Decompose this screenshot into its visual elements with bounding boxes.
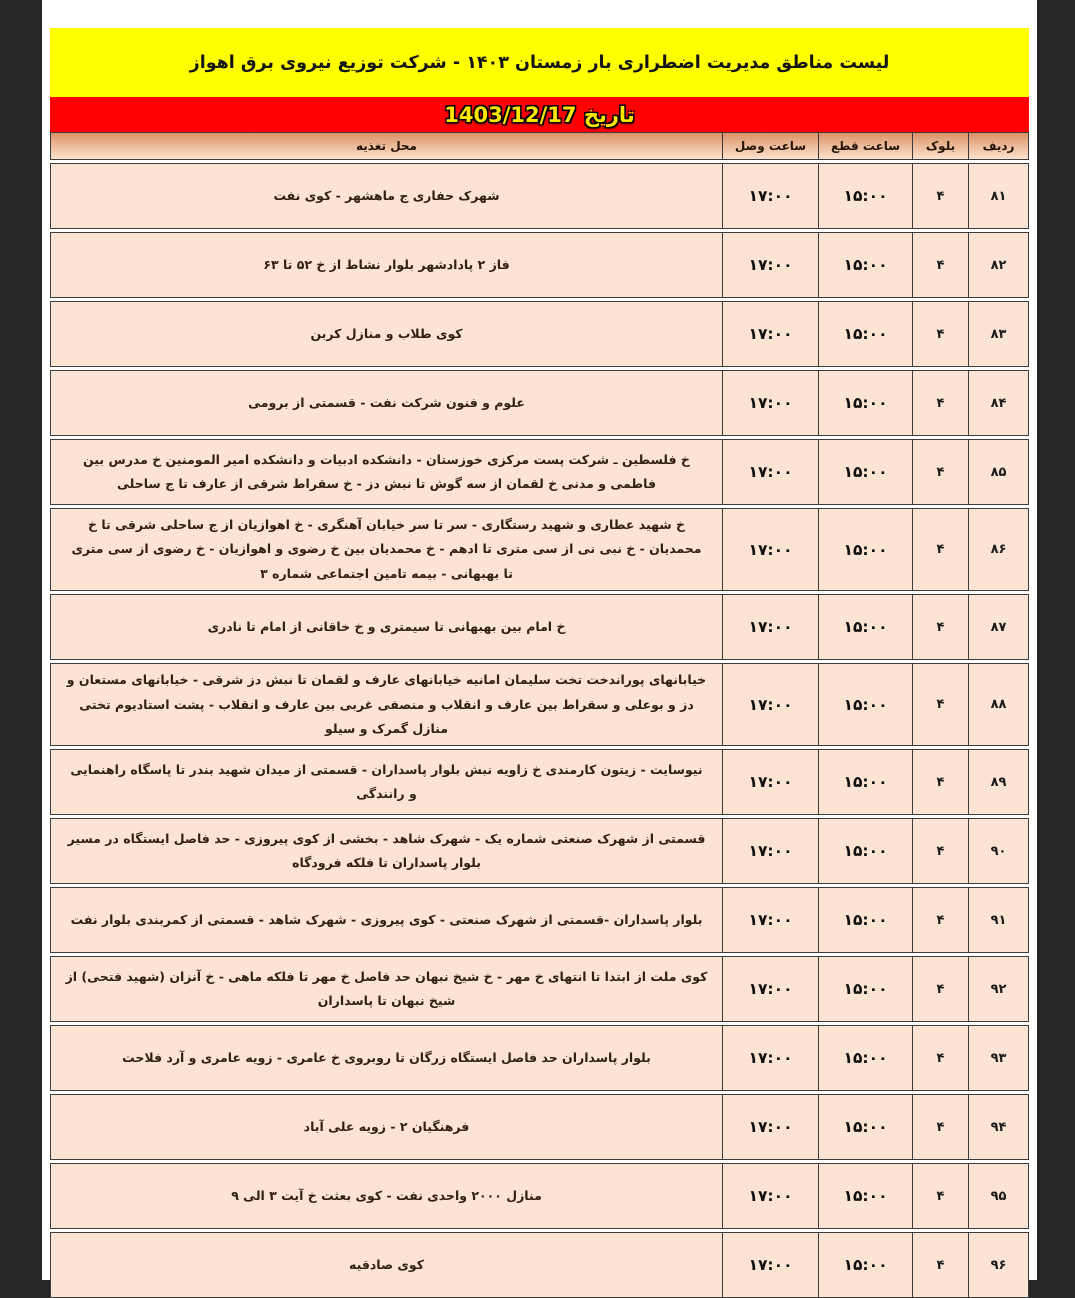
block-cell: ۴	[912, 664, 968, 745]
cut-time-cell: ۱۵:۰۰	[818, 233, 912, 297]
cut-time-cell: ۱۵:۰۰	[818, 164, 912, 228]
reconnect-time-cell: ۱۷:۰۰	[722, 440, 818, 504]
block-cell: ۴	[912, 1095, 968, 1159]
table-row	[50, 749, 1029, 815]
table-row	[50, 370, 1029, 436]
row-number-cell: ۹۲	[968, 957, 1028, 1021]
table-row	[50, 956, 1029, 1022]
header-cut-time: ساعت قطع	[818, 133, 912, 159]
row-number-cell: ۸۶	[968, 509, 1028, 590]
location-cell: نیوسایت - زیتون کارمندی خ زاویه نبش بلوار پاسداران - قسمتی از میدان شهید بندر تا پاسگاه راهنمایی و رانندگی	[70, 761, 703, 802]
row-number-cell: ۹۱	[968, 888, 1028, 952]
header-reconnect-time: ساعت وصل	[722, 133, 818, 159]
reconnect-time-cell: ۱۷:۰۰	[722, 957, 818, 1021]
reconnect-time-cell: ۱۷:۰۰	[722, 1164, 818, 1228]
title-banner	[50, 28, 1029, 97]
cut-time-cell: ۱۵:۰۰	[818, 440, 912, 504]
block-cell: ۴	[912, 164, 968, 228]
row-number-cell: ۸۳	[968, 302, 1028, 366]
table-row	[50, 301, 1029, 367]
location-cell: علوم و فنون شرکت نفت - قسمتی از برومی	[248, 394, 525, 410]
document-page	[42, 0, 1037, 1280]
block-cell: ۴	[912, 819, 968, 883]
block-cell: ۴	[912, 509, 968, 590]
block-cell: ۴	[912, 1164, 968, 1228]
reconnect-time-cell: ۱۷:۰۰	[722, 509, 818, 590]
table-row	[50, 663, 1029, 746]
table-row	[50, 1025, 1029, 1091]
reconnect-time-cell: ۱۷:۰۰	[722, 302, 818, 366]
table-row	[50, 818, 1029, 884]
row-number-cell: ۹۳	[968, 1026, 1028, 1090]
cut-time-cell: ۱۵:۰۰	[818, 1233, 912, 1297]
table-row	[50, 439, 1029, 505]
location-cell: کوی طلاب و منازل کربن	[310, 325, 463, 341]
date-banner	[50, 97, 1029, 132]
reconnect-time-cell: ۱۷:۰۰	[722, 233, 818, 297]
cut-time-cell: ۱۵:۰۰	[818, 957, 912, 1021]
block-cell: ۴	[912, 233, 968, 297]
reconnect-time-cell: ۱۷:۰۰	[722, 371, 818, 435]
location-cell: بلوار پاسداران حد فاصل ایستگاه زرگان تا روبروی خ عامری - زویه عامری و آرد فلاحت	[122, 1050, 651, 1066]
page-title: لیست مناطق مدیریت اضطراری بار زمستان ۱۴۰۳ - شرکت توزیع نیروی برق اهواز	[189, 52, 890, 73]
row-number-cell: ۸۷	[968, 595, 1028, 659]
reconnect-time-cell: ۱۷:۰۰	[722, 595, 818, 659]
cut-time-cell: ۱۵:۰۰	[818, 1095, 912, 1159]
reconnect-time-cell: ۱۷:۰۰	[722, 664, 818, 745]
location-cell: شهرک حفاری ج ماهشهر - کوی نفت	[273, 187, 500, 203]
reconnect-time-cell: ۱۷:۰۰	[722, 164, 818, 228]
location-cell: خ شهید عطاری و شهید رستگاری - سر تا سر خیابان آهنگری - خ اهوازیان از ج ساحلی شرقی تا خ محمدیان - خ نبی نی از سی متری تا ادهم - خ محمدیان بین خ رضوی و اهوازیان - خ رضوی از سی متری تا بهبهانی - بیمه تامین اجتماعی شماره ۳	[71, 517, 702, 581]
date-text: تاریخ 1403/12/17	[444, 102, 635, 127]
header-block: بلوک	[912, 133, 968, 159]
block-cell: ۴	[912, 371, 968, 435]
reconnect-time-cell: ۱۷:۰۰	[722, 1233, 818, 1297]
location-cell: بلوار پاسداران -قسمتی از شهرک صنعتی - کوی پیروزی - شهرک شاهد - قسمتی از کمربندی بلوار نفت	[70, 912, 703, 928]
location-cell: منازل ۲۰۰۰ واحدی نفت - کوی بعثت خ آیت ۳ الی ۹	[231, 1188, 542, 1204]
block-cell: ۴	[912, 440, 968, 504]
reconnect-time-cell: ۱۷:۰۰	[722, 750, 818, 814]
cut-time-cell: ۱۵:۰۰	[818, 371, 912, 435]
table-row	[50, 1094, 1029, 1160]
location-cell: قسمتی از شهرک صنعتی شماره یک - شهرک شاهد - بخشی از کوی پیروزی - حد فاصل ایستگاه در مسیر بلوار پاسداران تا فلکه فرودگاه	[67, 830, 706, 871]
header-row-number: ردیف	[968, 133, 1028, 159]
table-row	[50, 594, 1029, 660]
cut-time-cell: ۱۵:۰۰	[818, 750, 912, 814]
table-row	[50, 163, 1029, 229]
reconnect-time-cell: ۱۷:۰۰	[722, 819, 818, 883]
header-location: محل تغذیه	[356, 139, 417, 153]
block-cell: ۴	[912, 302, 968, 366]
table-row	[50, 887, 1029, 953]
table-header-row	[50, 132, 1029, 160]
block-cell: ۴	[912, 750, 968, 814]
table-row	[50, 1232, 1029, 1298]
cut-time-cell: ۱۵:۰۰	[818, 888, 912, 952]
cut-time-cell: ۱۵:۰۰	[818, 819, 912, 883]
row-number-cell: ۸۲	[968, 233, 1028, 297]
block-cell: ۴	[912, 1233, 968, 1297]
block-cell: ۴	[912, 595, 968, 659]
row-number-cell: ۸۵	[968, 440, 1028, 504]
location-cell: خ امام بین بهبهانی تا سیمتری و خ خاقانی از امام تا نادری	[207, 618, 566, 634]
block-cell: ۴	[912, 888, 968, 952]
row-number-cell: ۸۸	[968, 664, 1028, 745]
row-number-cell: ۹۶	[968, 1233, 1028, 1297]
row-number-cell: ۸۹	[968, 750, 1028, 814]
row-number-cell: ۹۴	[968, 1095, 1028, 1159]
row-number-cell: ۹۰	[968, 819, 1028, 883]
table-body	[50, 163, 1029, 1298]
table-row	[50, 232, 1029, 298]
row-number-cell: ۸۴	[968, 371, 1028, 435]
row-number-cell: ۸۱	[968, 164, 1028, 228]
location-cell: کوی صادقیه	[349, 1257, 424, 1273]
cut-time-cell: ۱۵:۰۰	[818, 509, 912, 590]
cut-time-cell: ۱۵:۰۰	[818, 664, 912, 745]
reconnect-time-cell: ۱۷:۰۰	[722, 1095, 818, 1159]
cut-time-cell: ۱۵:۰۰	[818, 595, 912, 659]
location-cell: خیابانهای پوراندخت تخت سلیمان امانیه خیابانهای عارف و لقمان تا نبش دز شرقی - خیابانهای مستعان و دز و بوعلی و سقراط بین عارف و انقلاب و منصفی غربی بین عارف و انقلاب - پشت استادیوم تختی منازل گمرک و سیلو	[66, 672, 707, 736]
location-cell: خ فلسطین ـ شرکت پست مرکزی خوزستان - دانشکده ادبیات و دانشکده امیر المومنین خ مدرس بین فاطمی و مدنی خ لقمان از سه گوش تا نبش دز - خ سقراط شرقی از عارف تا ج ساحلی	[83, 451, 690, 491]
table-row	[50, 1163, 1029, 1229]
cut-time-cell: ۱۵:۰۰	[818, 1164, 912, 1228]
cut-time-cell: ۱۵:۰۰	[818, 1026, 912, 1090]
outage-table	[50, 132, 1029, 1298]
location-cell: فاز ۲ پادادشهر بلوار نشاط از خ ۵۲ تا ۶۳	[263, 256, 510, 272]
block-cell: ۴	[912, 1026, 968, 1090]
location-cell: کوی ملت از ابتدا تا انتهای خ مهر - خ شیخ نبهان حد فاصل خ مهر تا فلکه ماهی - خ آنزان (شهید فتحی) از شیخ نبهان تا پاسداران	[65, 968, 708, 1009]
reconnect-time-cell: ۱۷:۰۰	[722, 1026, 818, 1090]
block-cell: ۴	[912, 957, 968, 1021]
table-row	[50, 508, 1029, 591]
reconnect-time-cell: ۱۷:۰۰	[722, 888, 818, 952]
location-cell: فرهنگیان ۲ - زویه علی آباد	[303, 1119, 470, 1135]
cut-time-cell: ۱۵:۰۰	[818, 302, 912, 366]
row-number-cell: ۹۵	[968, 1164, 1028, 1228]
